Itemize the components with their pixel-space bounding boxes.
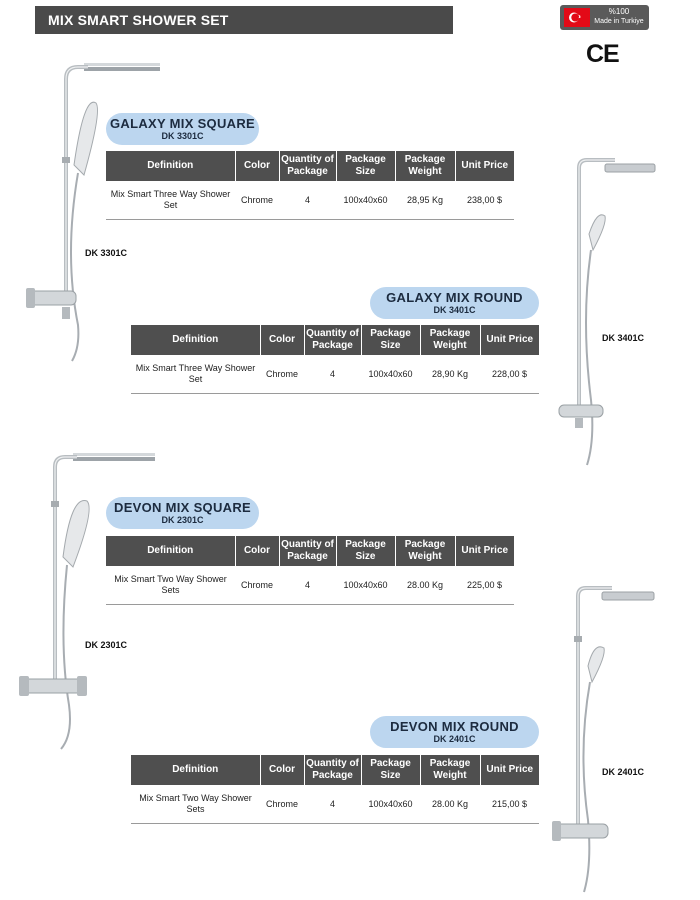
product-title-pill <box>370 716 539 748</box>
cell-color: Chrome <box>235 181 279 220</box>
header-quantity: Quantity of Package <box>304 325 361 355</box>
table-header-row <box>106 536 514 566</box>
header-quantity: Quantity of Package <box>304 755 361 785</box>
table-row <box>106 181 514 220</box>
cell-weight: 28,90 Kg <box>420 355 480 394</box>
cell-quantity: 4 <box>304 355 361 394</box>
product-name: DEVON MIX ROUND <box>390 719 519 734</box>
header-quantity: Quantity of Package <box>279 151 336 181</box>
cell-weight: 28.00 Kg <box>395 566 455 605</box>
table-row <box>131 355 539 394</box>
cell-weight: 28,95 Kg <box>395 181 455 220</box>
header-price: Unit Price <box>455 151 514 181</box>
header-color: Color <box>260 755 304 785</box>
header-quantity: Quantity of Package <box>279 536 336 566</box>
ce-mark: CE <box>586 40 619 68</box>
header-weight: Package Weight <box>420 325 480 355</box>
spec-table <box>106 536 514 605</box>
product-code: DK 3301C <box>161 131 204 141</box>
cell-size: 100x40x60 <box>336 181 395 220</box>
header-weight: Package Weight <box>395 151 455 181</box>
spec-table <box>106 151 514 220</box>
spec-table <box>131 325 539 394</box>
product-code: DK 3401C <box>433 305 476 315</box>
cell-definition: Mix Smart Two Way Shower Sets <box>131 785 260 824</box>
product-name: DEVON MIX SQUARE <box>114 500 251 515</box>
header-size: Package Size <box>336 536 395 566</box>
header-definition: Definition <box>106 536 235 566</box>
table-header-row <box>131 755 539 785</box>
header-size: Package Size <box>336 151 395 181</box>
cell-weight: 28.00 Kg <box>420 785 480 824</box>
header-size: Package Size <box>361 325 420 355</box>
cell-quantity: 4 <box>304 785 361 824</box>
cell-definition: Mix Smart Three Way Shower Set <box>106 181 235 220</box>
shower-image-dk3401c <box>555 150 665 470</box>
product-title-pill <box>106 497 259 529</box>
header-definition: Definition <box>106 151 235 181</box>
header-size: Package Size <box>361 755 420 785</box>
cell-color: Chrome <box>260 785 304 824</box>
cell-price: 228,00 $ <box>480 355 539 394</box>
header-weight: Package Weight <box>395 536 455 566</box>
product-code: DK 2401C <box>433 734 476 744</box>
shower-image-dk2401c <box>548 580 663 895</box>
product-name: GALAXY MIX SQUARE <box>110 116 255 131</box>
origin-text: Made in Turkiye <box>594 18 644 25</box>
header-price: Unit Price <box>480 325 539 355</box>
cell-color: Chrome <box>235 566 279 605</box>
cell-quantity: 4 <box>279 566 336 605</box>
page-title: MIX SMART SHOWER SET <box>35 6 453 34</box>
product-title-pill <box>370 287 539 319</box>
header-price: Unit Price <box>480 755 539 785</box>
product-title-pill <box>106 113 259 145</box>
table-header-row <box>106 151 514 181</box>
header-color: Color <box>235 151 279 181</box>
cell-price: 215,00 $ <box>480 785 539 824</box>
cell-size: 100x40x60 <box>361 355 420 394</box>
origin-percent: %100 <box>608 7 630 16</box>
cell-size: 100x40x60 <box>336 566 395 605</box>
cell-definition: Mix Smart Two Way Shower Sets <box>106 566 235 605</box>
header-definition: Definition <box>131 325 260 355</box>
table-row <box>106 566 514 605</box>
model-label-dk2401c: DK 2401C <box>602 767 645 777</box>
cell-price: 238,00 $ <box>455 181 514 220</box>
cell-price: 225,00 $ <box>455 566 514 605</box>
product-name: GALAXY MIX ROUND <box>386 290 523 305</box>
model-label-dk3301c: DK 3301C <box>85 248 128 258</box>
product-code: DK 2301C <box>161 515 204 525</box>
header-definition: Definition <box>131 755 260 785</box>
cell-quantity: 4 <box>279 181 336 220</box>
model-label-dk3401c: DK 3401C <box>602 333 645 343</box>
header-weight: Package Weight <box>420 755 480 785</box>
cell-size: 100x40x60 <box>361 785 420 824</box>
table-header-row <box>131 325 539 355</box>
header-color: Color <box>235 536 279 566</box>
turkey-flag-icon <box>564 8 590 27</box>
origin-badge <box>560 5 649 30</box>
spec-table <box>131 755 539 824</box>
header-color: Color <box>260 325 304 355</box>
header-price: Unit Price <box>455 536 514 566</box>
model-label-dk2301c: DK 2301C <box>85 640 128 650</box>
cell-definition: Mix Smart Three Way Shower Set <box>131 355 260 394</box>
cell-color: Chrome <box>260 355 304 394</box>
table-row <box>131 785 539 824</box>
